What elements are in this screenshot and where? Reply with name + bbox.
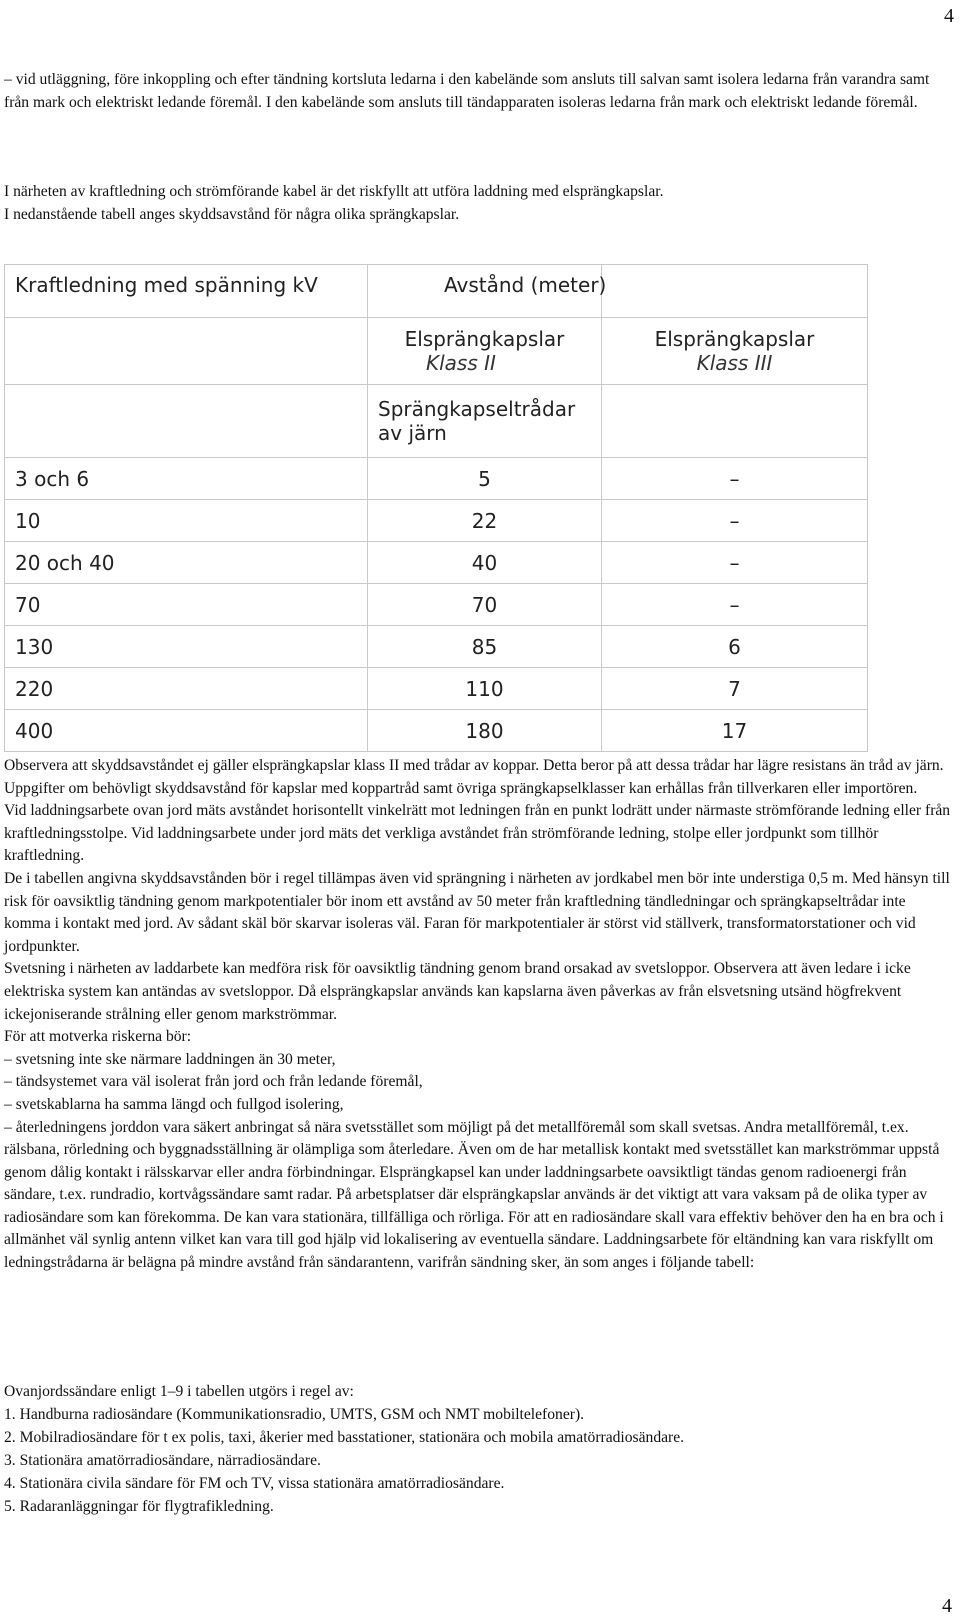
list-item: 1. Handburna radiosändare (Kommunikationsradio, UMTS, GSM och NMT mobiltelefoner). <box>4 1406 585 1423</box>
note-paragraph: Svetsning i närheten av laddarbete kan medföra risk för oavsiktlig tändning genom brand orsakad av svetsloppor. Observera att även ledare i icke elektriska system kan antändas av svetsloppor. Då elsprängkapslar används kan kapslarna även påverkas av från elsvetsning utsänd högfrekvent ickejoniserande strålning eller genom markströmmar. <box>4 960 911 1023</box>
empty-cell <box>5 385 368 458</box>
table-row <box>5 626 868 668</box>
radio-heading: Ovanjordssändare enligt 1–9 i tabellen utgörs i regel av: <box>4 1383 354 1400</box>
col-klass2-extra-line2: av järn <box>378 421 447 445</box>
col-klass2-header <box>368 318 602 385</box>
klass3-cell: 17 <box>602 710 868 752</box>
list-item: – svetsning inte ske närmare laddningen än 30 meter, <box>4 1050 336 1068</box>
kv-cell: 3 och 6 <box>5 458 368 500</box>
table-row <box>5 500 868 542</box>
col-klass3-header <box>602 318 868 385</box>
kv-cell: 130 <box>5 626 368 668</box>
col-kv-header: Kraftledning med spänning kV <box>5 265 368 318</box>
empty-cell <box>602 385 868 458</box>
risk-paragraph-1: I närheten av kraftledning och strömförande kabel är det riskfyllt att utföra laddning med elsprängkapslar. <box>4 183 664 200</box>
kv-cell: 70 <box>5 584 368 626</box>
klass2-cell: 110 <box>368 668 602 710</box>
note-paragraph: Vid laddningsarbete ovan jord mäts avståndet horisontellt vinkelrätt mot ledningen från en punkt lodrätt under närmaste strömförande ledning eller från kraftledningsstolpe. Vid laddningsarbete under jord mäts det verkliga avståndet från strömförande ledning, stolpe eller jordpunkt som tillhör kraftledning. <box>4 802 951 865</box>
intro-section <box>4 68 954 114</box>
list-item: – återledningens jorddon vara säkert anbringat så nära svetsstället som möjligt på det metallföremål som skall svetsas. Andra metallföremål, t.ex. rälsbana, rörledning och byggnadsställning är olämpliga som återledare. Även om de har metallisk kontakt med svetsstället kan markströmmar uppstå genom dålig kontakt i rälsskarvar eller andra förbindningar. Elsprängkapsel kan under laddningsarbete oavsiktligt tändas genom radioenergi från sändare, t.ex. rundradio, kortvågssändare samt radar. På arbetsplatser där elsprängkapslar används är det viktigt att vara vaksam på de olika typer av radiosändare som kan förekomma. De kan vara stationära, tillfälliga och rörliga. För att en radiosändare skall vara effektiv behöver den ha en bra och i allmänhet väl synlig antenn vilket kan vara till god hjälp vid lokalisering av eventuella sändare. Laddningsarbete för eltändning kan vara riskfyllt om ledningstrådarna är belägna på mindre avstånd från sändarantenn, varifrån sändning sker, än som anges i följande tabell: <box>4 1118 944 1272</box>
table-row <box>5 710 868 752</box>
radio-section <box>4 1380 954 1518</box>
kv-cell: 220 <box>5 668 368 710</box>
col-klass2-extra-line1: Sprängkapseltrådar <box>378 397 576 421</box>
col-klass2-class: Klass II <box>426 351 496 375</box>
table-row <box>5 668 868 710</box>
kv-cell: 20 och 40 <box>5 542 368 584</box>
note-paragraph: Observera att skyddsavståndet ej gäller elsprängkapslar klass II med trådar av koppar. Detta beror på att dessa trådar har lägre resistans än tråd av järn. Uppgifter om behövligt skyddsavstånd för kapslar med koppartråd samt övriga sprängkapselklasser kan erhållas från tillverkaren eller importören. <box>4 757 944 797</box>
klass3-cell: 7 <box>602 668 868 710</box>
klass3-cell: – <box>602 542 868 584</box>
klass2-cell: 40 <box>368 542 602 584</box>
table-header-row-3 <box>5 385 868 458</box>
table-row <box>5 584 868 626</box>
safety-distance-table <box>4 264 868 752</box>
klass3-cell: 6 <box>602 626 868 668</box>
table-row <box>5 542 868 584</box>
klass2-cell: 85 <box>368 626 602 668</box>
col-klass2-title: Elsprängkapslar <box>404 327 565 351</box>
list-item: 4. Stationära civila sändare för FM och TV, vissa stationära amatörradiosändare. <box>4 1475 505 1492</box>
klass2-cell: 70 <box>368 584 602 626</box>
col-klass3-class: Klass III <box>696 351 773 375</box>
risk-paragraph-2: I nedanstående tabell anges skyddsavstånd för några olika sprängkapslar. <box>4 206 460 223</box>
table-header-row-2 <box>5 318 868 385</box>
notes-section <box>4 755 954 1275</box>
klass3-cell: – <box>602 500 868 542</box>
list-item: – tändsystemet vara väl isolerat från jord och från ledande föremål, <box>4 1073 423 1091</box>
klass2-cell: 180 <box>368 710 602 752</box>
distance-header-cell <box>444 265 868 318</box>
list-item: 5. Radaranläggningar för flygtrafikledning. <box>4 1498 274 1515</box>
list-item: – svetskablarna ha samma längd och fullgod isolering, <box>4 1095 344 1113</box>
kv-cell: 400 <box>5 710 368 752</box>
page-number-bottom: 4 <box>942 1595 952 1617</box>
table-row <box>5 458 868 500</box>
distance-header: Avstånd (meter) <box>444 273 607 297</box>
klass2-cell: 22 <box>368 500 602 542</box>
list-item: 2. Mobilradiosändare för t ex polis, taxi, åkerier med basstationer, stationära och mobila amatörradiosändare. <box>4 1429 685 1446</box>
note-paragraph: För att motverka riskerna bör: <box>4 1028 192 1046</box>
note-paragraph: De i tabellen angivna skyddsavstånden bör i regel tillämpas även vid sprängning i närheten av jordkabel men bör inte understiga 0,5 m. Med hänsyn till risk för oavsiktlig tändning genom markpotentialer bör inom ett avstånd av 50 meter från kraftledning tändledningar och sprängkapseltrådar inte komma i kontakt med jord. Av sådant skäl bör skarvar isoleras väl. Faran för markpotentialer är störst vid ställverk, transformatorstationer och vid jordpunkter. <box>4 869 950 955</box>
empty-cell <box>5 318 368 385</box>
page-number-top: 4 <box>944 5 954 27</box>
list-item: 3. Stationära amatörradiosändare, närradiosändare. <box>4 1452 321 1469</box>
risk-section <box>4 180 954 226</box>
intro-paragraph: – vid utläggning, före inkoppling och efter tändning kortsluta ledarna i den kabelände som ansluts till salvan samt isolera ledarna från varandra samt från mark och elektriskt ledande föremål. I den kabelände som ansluts till tändapparaten isoleras ledarna från mark och elektriskt ledande föremål. <box>4 71 930 111</box>
col-klass3-title: Elsprängkapslar <box>654 327 815 351</box>
klass3-cell: – <box>602 458 868 500</box>
kv-cell: 10 <box>5 500 368 542</box>
klass2-cell: 5 <box>368 458 602 500</box>
col-klass2-extra <box>368 385 602 458</box>
klass3-cell: – <box>602 584 868 626</box>
table-header-row-1 <box>5 265 868 318</box>
